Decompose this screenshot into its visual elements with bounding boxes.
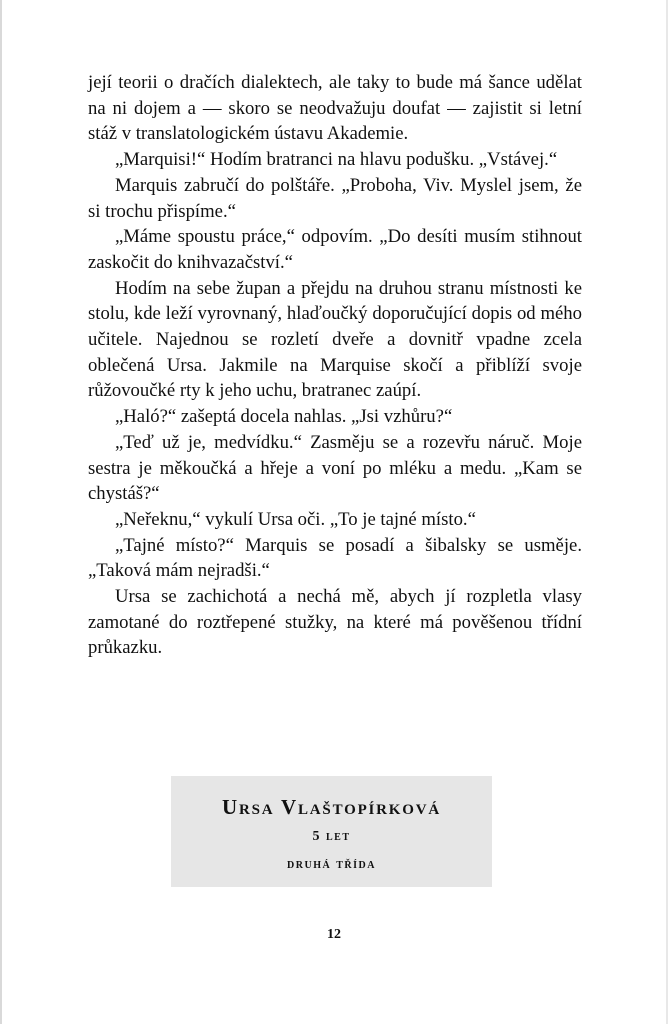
id-card: [171, 776, 492, 887]
paragraph: „Haló?“ zašeptá docela nahlas. „Jsi vzhůru?“: [115, 406, 453, 428]
paragraph: „Teď už je, medvídku.“ Zasměju se a rozevřu náruč. Moje sestra je měkoučká a hřeje a voní po mléku a medu. „Kam se chystáš?“: [88, 431, 582, 505]
paragraph: „Marquisi!“ Hodím bratranci na hlavu podušku. „Vstávej.“: [115, 149, 558, 171]
body-text: [88, 70, 582, 661]
page-edge-left: [0, 0, 2, 1024]
paragraph: „Máme spoustu práce,“ odpovím. „Do desíti musím stihnout zaskočit do knihvazačství.“: [88, 226, 582, 273]
id-card-class: druhá třída: [287, 857, 376, 872]
paragraph: „Neřeknu,“ vykulí Ursa oči. „To je tajné místo.“: [115, 508, 476, 530]
paragraph: Marquis zabručí do polštáře. „Proboha, Viv. Myslel jsem, že si trochu přispíme.“: [88, 174, 582, 222]
paragraph: její teorii o dračích dialektech, ale taky to bude má šance udělat na ni dojem a — skoro se neodvažuju doufat — zajistit si letní stáž v translatologickém ústavu Akademie.: [88, 72, 582, 145]
page-number: 12: [327, 927, 341, 942]
paragraph: „Tajné místo?“ Marquis se posadí a šibalsky se usměje. „Taková mám nejradši.“: [88, 534, 582, 582]
id-card-name: Ursa Vlaštopírková: [221, 795, 442, 819]
id-card-age: 5 let: [312, 829, 351, 844]
paragraph: Ursa se zachichotá a nechá mě, abych jí rozpletla vlasy zamotané do roztřepené stužky, na které má pověšenou třídní průkazku.: [88, 586, 582, 659]
paragraph: Hodím na sebe župan a přejdu na druhou stranu místnosti ke stolu, kde leží vyrovnaný, hlaďoučký doporučující dopis od mého učitele. Najednou se rozletí dveře a dovnitř vpadne zcela oblečená Ursa. Jakmile na Marquise skočí a přiblíží svoje růžovoučké rty k jeho uchu, bratranec zaúpí.: [88, 277, 582, 402]
